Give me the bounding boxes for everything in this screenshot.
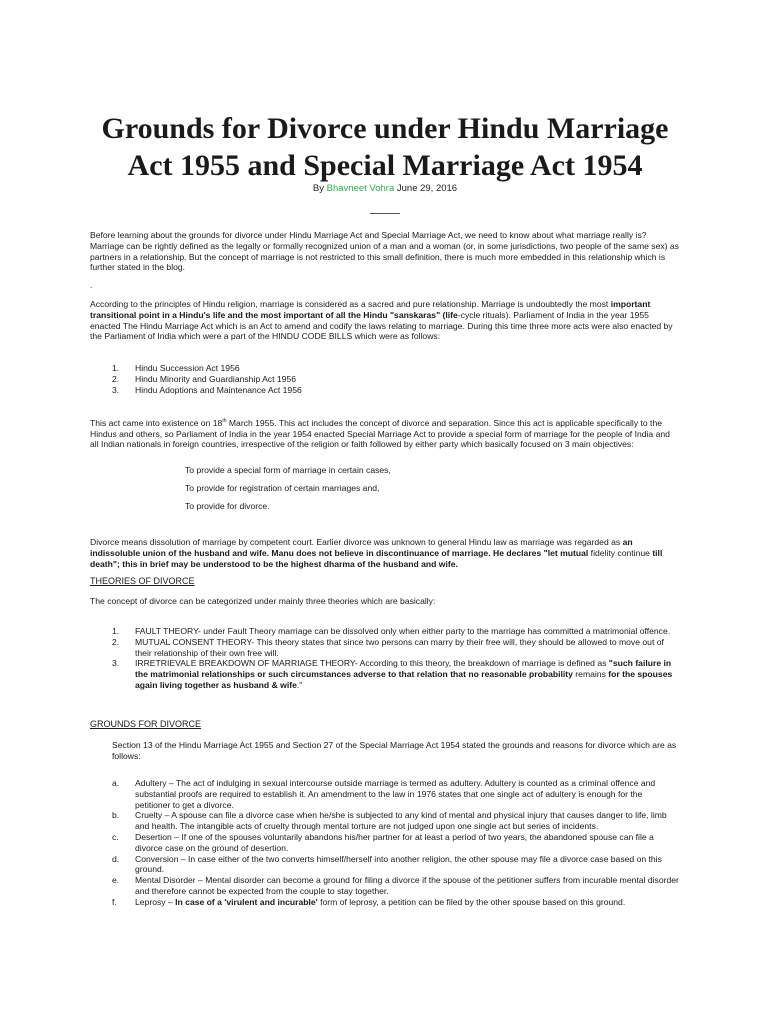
title-divider: [370, 213, 400, 214]
para2-text-c: -cycle rituals). Parliament of India in the year 1955 enacted The Hindu Marriage Act which is an Act to amend and codify the laws relating to marriage. During this time three more acts were also enacted by the Parliament of India which were a part of the HINDU CODE BILLS which were as follows:: [90, 309, 673, 342]
list-letter: d.: [112, 853, 120, 864]
theories-list: [90, 626, 680, 691]
list-item: [90, 385, 680, 396]
list-item: [90, 637, 680, 659]
list-item: [112, 854, 680, 876]
para2-text-a: According to the principles of Hindu religion, marriage is considered as a sacred and pure relationship. Marriage is undoubtedly the most: [90, 299, 611, 309]
list-text: Hindu Succession Act 1956: [135, 363, 240, 373]
theory3-bold: "such failure in the matrimonial relationships or such circumstances adverse to that relation that no reasonable probability: [135, 658, 672, 680]
theories-heading: THEORIES OF DIVORCE: [90, 576, 195, 586]
list-number: 1.: [112, 626, 120, 636]
grounds-list: [112, 778, 680, 908]
para3-text-a: This act came into existence on 18: [90, 417, 223, 428]
list-text: FAULT THEORY- under Fault Theory marriage can be dissolved only when either party to the marriage has committed a matrimonial offence.: [135, 626, 671, 636]
list-item: [112, 832, 680, 854]
list-number: 1.: [112, 363, 120, 373]
objectives-list: [185, 465, 391, 519]
objective-item: To provide a special form of marriage in certain cases,: [185, 465, 391, 475]
list-text: Mental Disorder – Mental disorder can become a ground for filing a divorce if the spouse of the petitioner suffers from incurable mental disorder and therefore cannot be expected from the couple to stay together.: [135, 875, 679, 896]
list-item: [112, 778, 680, 810]
list-item: [90, 363, 680, 374]
para4-text-c: fidelity continue: [588, 547, 653, 558]
list-letter: f.: [112, 896, 117, 907]
objective-item: To provide for registration of certain marriages and,: [185, 483, 380, 493]
objective-item: To provide for divorce.: [185, 501, 270, 511]
list-text: Hindu Adoptions and Maintenance Act 1956: [135, 384, 302, 395]
list-number: 3.: [112, 658, 120, 669]
para4-text-a: Divorce means dissolution of marriage by competent court. Earlier divorce was unknown to general Hindu law as marriage was regarded as: [90, 537, 623, 547]
list-letter: c.: [112, 831, 119, 842]
list-number: 3.: [112, 384, 120, 395]
list-letter: a.: [112, 778, 120, 788]
list-text: Adultery – The act of indulging in sexual intercourse outside marriage is termed as adultery. Adultery is counted as a criminal offence and substantial proofs are required to establish it. An amendment to the law in 1976 states that one single act of adultery is enough for the petitioner to get a divorce.: [135, 778, 656, 810]
list-item: [112, 810, 680, 832]
list-item: [90, 658, 680, 690]
list-text: Conversion – In case either of the two converts himself/herself into another religion, the other spouse may file a divorce case based on this ground.: [135, 853, 662, 875]
grounds-intro: Section 13 of the Hindu Marriage Act 1955 and Section 27 of the Special Marriage Act 1954 stated the grounds and reasons for divorce which are as follows:: [112, 740, 677, 761]
page-title: Grounds for Divorce under Hindu Marriage Act 1955 and Special Marriage Act 1954: [101, 112, 669, 182]
hindu-code-bills-list: [90, 363, 680, 395]
theories-intro: The concept of divorce can be categorized under mainly three theories which are basically:: [90, 596, 436, 606]
publish-date: June 29, 2016: [396, 183, 458, 194]
list-item: [112, 875, 680, 897]
list-item: [90, 374, 680, 385]
para4-text-bold: an indissoluble union of the husband and wife. Manu does not believe in discontinuance of marriage. He declares "let mutual: [90, 537, 633, 558]
list-letter: e.: [112, 875, 120, 886]
list-text: Cruelty – A spouse can file a divorce case when he/she is subjected to any kind of mental and physical injury that causes danger to life, limb and health. The intangible acts of cruelty through mental torture are not judged upon one single act but series of incidents.: [135, 810, 667, 832]
intro-paragraph: Before learning about the grounds for divorce under Hindu Marriage Act and Special Marriage Act, we need to know about what marriage really is? Marriage can be rightly defined as the legally or formally recognized union of a man and a woman (or, in some jurisdictions, two people of the same sex) as partners in a relationship. But the concept of marriage is not restricted to this small definition, there is much more embedded in this relationship which is further stated in the blog.: [90, 230, 679, 273]
list-text: MUTUAL CONSENT THEORY- This theory states that since two persons can marry by their free will, they should be allowed to move out of their relationship of their own free will.: [135, 636, 664, 658]
list-item: [90, 626, 680, 637]
theory3-end: .": [296, 679, 303, 690]
list-text: Desertion – If one of the spouses voluntarily abandons his/her partner for at least a period of two years, the abandoned spouse can file a divorce case on the ground of desertion.: [135, 831, 654, 853]
list-text: Hindu Minority and Guardianship Act 1956: [135, 373, 296, 384]
list-text: Leprosy –: [135, 896, 176, 907]
para4-text-bold2: till death"; this in brief may be understood to be the highest dharma of the husband and wife.: [90, 547, 663, 569]
leprosy-rest: form of leprosy, a petition can be filed by the other spouse based on this ground.: [317, 896, 626, 907]
hindu-marriage-paragraph: [90, 299, 680, 342]
theory3-bold2: for the spouses again living together as husband & wife: [135, 669, 673, 690]
list-letter: b.: [112, 810, 120, 821]
para2-text-bold: important transitional point in a Hindu's life and the most important of all the Hindu "sanskaras" (life: [90, 299, 651, 320]
list-number: 2.: [112, 373, 120, 384]
special-marriage-paragraph: [90, 416, 680, 450]
list-number: 2.: [112, 636, 120, 647]
list-item: [112, 897, 680, 908]
leprosy-bold: In case of a 'virulent and incurable': [175, 896, 318, 907]
para3-superscript: th: [222, 418, 227, 424]
grounds-heading: GROUNDS FOR DIVORCE: [90, 719, 202, 729]
divorce-definition-paragraph: [90, 537, 680, 569]
list-text: IRRETRIEVALE BREAKDOWN OF MARRIAGE THEORY- According to this theory, the breakdown of marriage is defined as: [135, 658, 609, 669]
para3-text-b: March 1955. This act includes the concept of divorce and separation. Since this act is applicable specifically to the Hindus and others, so Parliament of India in the year 1954 enacted Special Marriage Act to provide a special form of marriage for the people of India and all Indian nationals in foreign countries, irrespective of the religion or faith followed by either party which basically focused on 3 main objectives:: [90, 417, 670, 450]
dot-line: .: [90, 280, 93, 290]
author-link[interactable]: Bhavneet Vohra: [326, 183, 395, 194]
theory3-rest: remains: [572, 669, 609, 680]
byline: [90, 183, 680, 194]
byline-prefix: By: [312, 183, 324, 194]
